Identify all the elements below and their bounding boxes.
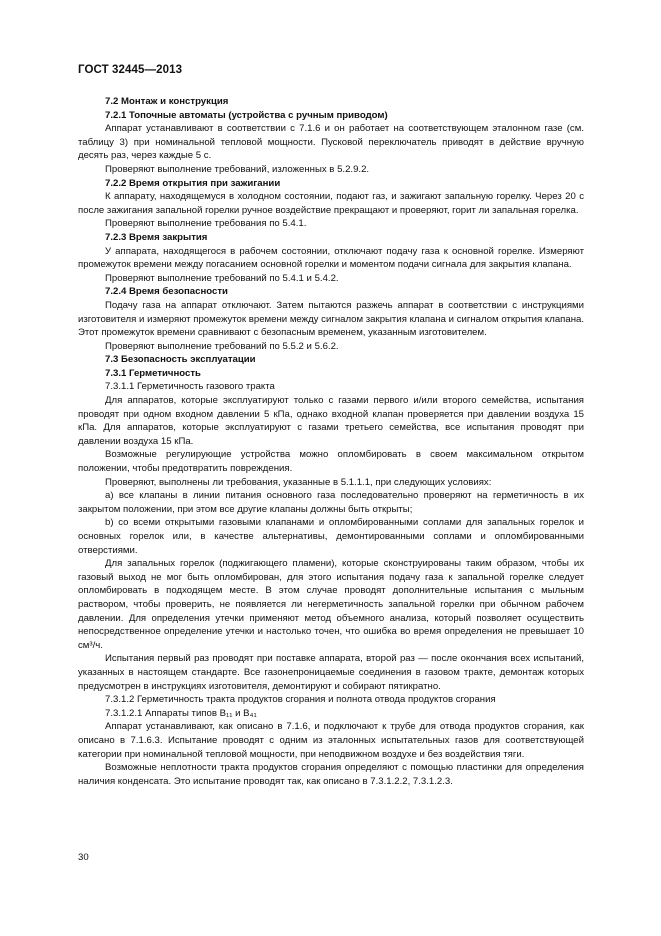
section-heading: 7.3.1 Герметичность	[105, 367, 201, 379]
paragraph: Возможные неплотности тракта продуктов сгорания определяют с помощью пластинки для определения наличия конденсата. Это испытание проводят так, как описано в 7.3.1.2.2, 7.3.1.2.3.	[78, 762, 584, 787]
section-heading: 7.2.4 Время безопасности	[105, 286, 228, 298]
paragraph: 7.3.1.2 Герметичность тракта продуктов сгорания и полнота отвода продуктов сгорания	[105, 694, 496, 706]
paragraph: Проверяют выполнение требований по 5.5.2 и 5.6.2.	[105, 340, 339, 352]
section-heading: 7.2.1 Топочные автоматы (устройства с ручным приводом)	[105, 109, 388, 121]
section-heading: 7.2 Монтаж и конструкция	[105, 96, 229, 107]
paragraph: Возможные регулирующие устройства можно опломбировать в своем максимальном открытом положении, чтобы предотвратить повреждения.	[78, 449, 584, 475]
paragraph: У аппарата, находящегося в рабочем состоянии, отключают подачу газа к основной горелке. Измеряют промежуток времени между погасанием основной горелки и моментом подачи сигнала для закрытия клапана.	[78, 245, 584, 271]
section-heading: 7.2.3 Время закрытия	[105, 231, 208, 243]
paragraph: Проверяют выполнение требования по 5.4.1.	[105, 218, 307, 230]
paragraph: b) со всеми открытыми газовыми клапанами и опломбированными соплами для запальных горелок и основных горелок или, в качестве альтернативы, демонтированными соплами и опломбированными отверстиями.	[78, 517, 584, 556]
paragraph: Аппарат устанавливают, как описано в 7.1.6, и подключают к трубе для отвода продуктов сгорания, как описано в 7.1.6.3. Испытание проводят с одним из эталонных испытательных газов для соответствующей категории при номинальной тепловой мощности, при неподвижном воздухе и без воздействия тяги.	[78, 721, 584, 760]
paragraph: а) все клапаны в линии питания основного газа последовательно проверяют на герметичность в их закрытом положении, при этом все другие клапаны должны быть открыты;	[78, 490, 584, 515]
paragraph: Аппарат устанавливают в соответствии с 7.1.6 и он работает на соответствующем эталонном газе (см. таблицу 3) при номинальной тепловой мощности. Пусковой переключатель приводят в действие вручную десять раз, через каждые 5 с.	[78, 123, 584, 162]
document-body	[78, 95, 584, 788]
paragraph: К аппарату, находящемуся в холодном состоянии, подают газ, и зажигают запальную горелку. Через 20 с после зажигания запальной горелки ручное воздействие прекращают и проверяют, горит ли запальная горелка.	[78, 191, 584, 216]
page-number: 30	[78, 852, 89, 863]
paragraph: 7.3.1.1 Герметичность газового тракта	[105, 381, 275, 393]
paragraph: Проверяют, выполнены ли требования, указанные в 5.1.1.1, при следующих условиях:	[105, 476, 492, 488]
paragraph: Испытания первый раз проводят при поставке аппарата, второй раз — после окончания всех испытаний, указанных в настоящем стандарте. Все газонепроницаемые соединения в газовом тракте, демонтаж которых предусмотрен в инструкциях изготовителя, демонтируют и собирают пятикратно.	[78, 653, 584, 692]
section-heading: 7.3 Безопасность эксплуатации	[105, 354, 256, 366]
paragraph: Для запальных горелок (поджигающего пламени), которые сконструированы таким образом, чтобы их газовый выход не мог быть опломбирован, для этого испытания подачу газа к запальной горелке следует опломбировать в подходящем месте. В этом случае проводят дополнительные испытания с мыльным раствором, чтобы проверить, не появляется ли негерметичность запальной горелки при обычном рабочем давлении. Для определения утечки применяют метод объемного анализа, который позволяет осуществить непосредственное определение утечки и настолько точен, что ошибка во время определения не превышает 10 см³/ч.	[78, 558, 584, 651]
paragraph: Для аппаратов, которые эксплуатируют только с газами первого и/или второго семейства, испытания проводят при одном входном давлении 5 кПа, однако входной клапан проверяется при давлении воздуха 15 кПа. Для аппаратов, которые эксплуатируют с газами третьего семейства, все испытания проводят при давлении воздуха 15 кПа.	[78, 395, 584, 447]
paragraph: 7.3.1.2.1 Аппараты типов B₁₁ и B₄₁	[105, 707, 257, 719]
paragraph: Проверяют выполнение требований, изложенных в 5.2.9.2.	[105, 163, 370, 175]
paragraph: Подачу газа на аппарат отключают. Затем пытаются разжечь аппарат в соответствии с инструкциями изготовителя и измеряют промежуток времени между сигналом закрытия клапана и сигналом открытия клапана. Этот промежуток времени сравнивают с безопасным временем, указанным изготовителем.	[78, 299, 584, 339]
document-code-header: ГОСТ 32445—2013	[78, 64, 183, 76]
paragraph: Проверяют выполнение требований по 5.4.1 и 5.4.2.	[105, 272, 339, 284]
section-heading: 7.2.2 Время открытия при зажигании	[105, 177, 281, 189]
